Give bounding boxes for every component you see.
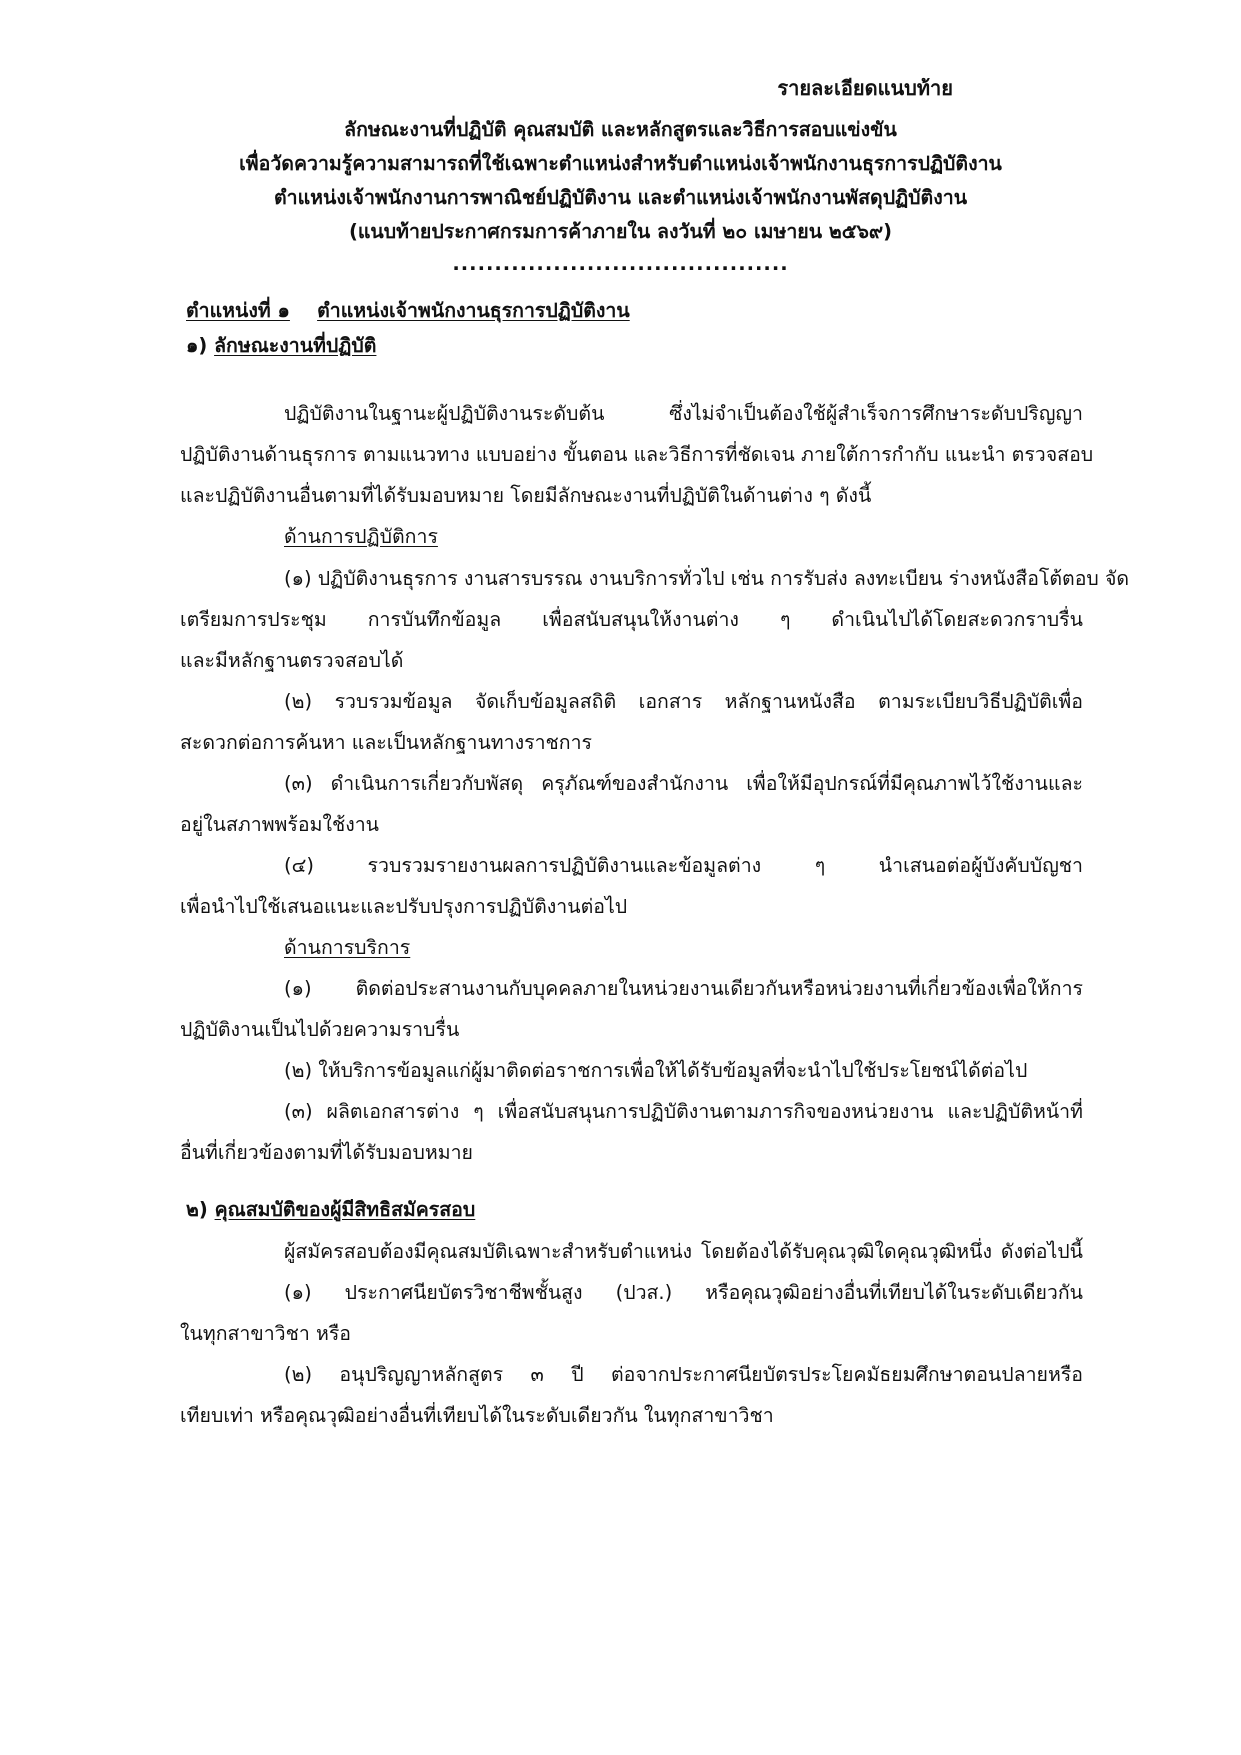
operation-item-2-line-1: (๒) รวบรวมข้อมูล จัดเก็บข้อมูลสถิติ เอกสาร หลักฐานหนังสือ ตามระเบียบวิธีปฏิบัติเพื่อ — [284, 690, 1083, 713]
title-line-3: ตำแหน่งเจ้าพนักงานการพาณิชย์ปฏิบัติงาน และตำแหน่งเจ้าพนักงานพัสดุปฏิบัติงาน — [273, 186, 968, 209]
operation-item-2-line-2: สะดวกต่อการค้นหา และเป็นหลักฐานทางราชการ — [180, 731, 593, 754]
section2-title: คุณสมบัติของผู้มีสิทธิสมัครสอบ — [214, 1198, 476, 1221]
operation-item-1-line-1: (๑) ปฏิบัติงานธุรการ งานสารบรรณ งานบริการทั่วไป เช่น การรับส่ง ลงทะเบียน ร่างหนังสือโต้ตอบ จัด — [284, 567, 1130, 590]
section1-intro-line-2: ปฏิบัติงานด้านธุรการ ตามแนวทาง แบบอย่าง ขั้นตอน และวิธีการที่ชัดเจน ภายใต้การกำกับ แนะนำ ตรวจสอบ — [180, 443, 1094, 466]
service-item-3-line-2: อื่นที่เกี่ยวข้องตามที่ได้รับมอบหมาย — [180, 1141, 473, 1164]
service-item-1-line-1: (๑) ติดต่อประสานงานกับบุคคลภายในหน่วยงานเดียวกันหรือหน่วยงานที่เกี่ยวข้องเพื่อให้การ — [284, 977, 1083, 1000]
title-line-2: เพื่อวัดความรู้ความสามารถที่ใช้เฉพาะตำแหน่งสำหรับตำแหน่งเจ้าพนักงานธุรการปฏิบัติงาน — [239, 152, 1002, 175]
title-line-1: ลักษณะงานที่ปฏิบัติ คุณสมบัติ และหลักสูตรและวิธีการสอบแข่งขัน — [344, 118, 897, 141]
qualification-item-2-line-1: (๒) อนุปริญญาหลักสูตร ๓ ปี ต่อจากประกาศนียบัตรประโยคมัธยมศึกษาตอนปลายหรือ — [284, 1363, 1083, 1386]
section1-heading — [186, 332, 376, 360]
operation-item-1-line-3: และมีหลักฐานตรวจสอบได้ — [180, 649, 404, 672]
operation-item-4-line-2: เพื่อนำไปใช้เสนอแนะและปรับปรุงการปฏิบัติงานต่อไป — [180, 895, 628, 918]
operation-item-1-line-2: เตรียมการประชุม การบันทึกข้อมูล เพื่อสนับสนุนให้งานต่าง ๆ ดำเนินไปได้โดยสะดวกราบรื่น — [180, 608, 1083, 631]
operation-item-4-line-1: (๔) รวบรวมรายงานผลการปฏิบัติงานและข้อมูลต่าง ๆ นำเสนอต่อผู้บังคับบัญชา — [284, 854, 1083, 877]
qualification-item-1-line-2: ในทุกสาขาวิชา หรือ — [180, 1322, 352, 1345]
service-item-2-line-1: (๒) ให้บริการข้อมูลแก่ผู้มาติดต่อราชการเพื่อให้ได้รับข้อมูลที่จะนำไปใช้ประโยชน์ได้ต่อไป — [284, 1059, 1028, 1082]
service-item-3-line-1: (๓) ผลิตเอกสารต่าง ๆ เพื่อสนับสนุนการปฏิบัติงานตามภารกิจของหน่วยงาน และปฏิบัติหน้าที่ — [284, 1100, 1083, 1123]
section1-intro-line-1: ปฏิบัติงานในฐานะผู้ปฏิบัติงานระดับต้น ซึ่งไม่จำเป็นต้องใช้ผู้สำเร็จการศึกษาระดับปริญญา — [284, 402, 1083, 425]
operation-item-3-line-1: (๓) ดำเนินการเกี่ยวกับพัสดุ ครุภัณฑ์ของสำนักงาน เพื่อให้มีอุปกรณ์ที่มีคุณภาพไว้ใช้งานและ — [284, 772, 1083, 795]
service-heading: ด้านการบริการ — [284, 936, 411, 959]
section2-intro: ผู้สมัครสอบต้องมีคุณสมบัติเฉพาะสำหรับตำแหน่ง โดยต้องได้รับคุณวุฒิใดคุณวุฒิหนึ่ง ดังต่อไปนี้ — [284, 1240, 1083, 1263]
position-number: ตำแหน่งที่ ๑ — [186, 299, 290, 322]
attachment-label: รายละเอียดแนบท้าย — [777, 76, 953, 100]
position-title: ตำแหน่งเจ้าพนักงานธุรการปฏิบัติงาน — [317, 299, 630, 322]
section2-heading — [186, 1196, 475, 1224]
section1-number: ๑) — [186, 334, 208, 357]
section1-title: ลักษณะงานที่ปฏิบัติ — [214, 334, 377, 357]
operations-heading: ด้านการปฏิบัติการ — [284, 525, 438, 548]
operation-item-3-line-2: อยู่ในสภาพพร้อมใช้งาน — [180, 813, 379, 836]
position-heading — [186, 297, 630, 325]
section1-intro-line-3: และปฏิบัติงานอื่นตามที่ได้รับมอบหมาย โดยมีลักษณะงานที่ปฏิบัติในด้านต่าง ๆ ดังนี้ — [180, 484, 872, 507]
section2-number: ๒) — [186, 1198, 208, 1221]
separator: ........................................ — [452, 252, 789, 275]
title-line-4: (แนบท้ายประกาศกรมการค้าภายใน ลงวันที่ ๒๐ เมษายน ๒๕๖๙) — [348, 220, 893, 243]
qualification-item-2-line-2: เทียบเท่า หรือคุณวุฒิอย่างอื่นที่เทียบได้ในระดับเดียวกัน ในทุกสาขาวิชา — [180, 1404, 774, 1427]
service-item-1-line-2: ปฏิบัติงานเป็นไปด้วยความราบรื่น — [180, 1018, 460, 1041]
qualification-item-1-line-1: (๑) ประกาศนียบัตรวิชาชีพชั้นสูง (ปวส.) หรือคุณวุฒิอย่างอื่นที่เทียบได้ในระดับเดียวกัน — [284, 1281, 1083, 1304]
